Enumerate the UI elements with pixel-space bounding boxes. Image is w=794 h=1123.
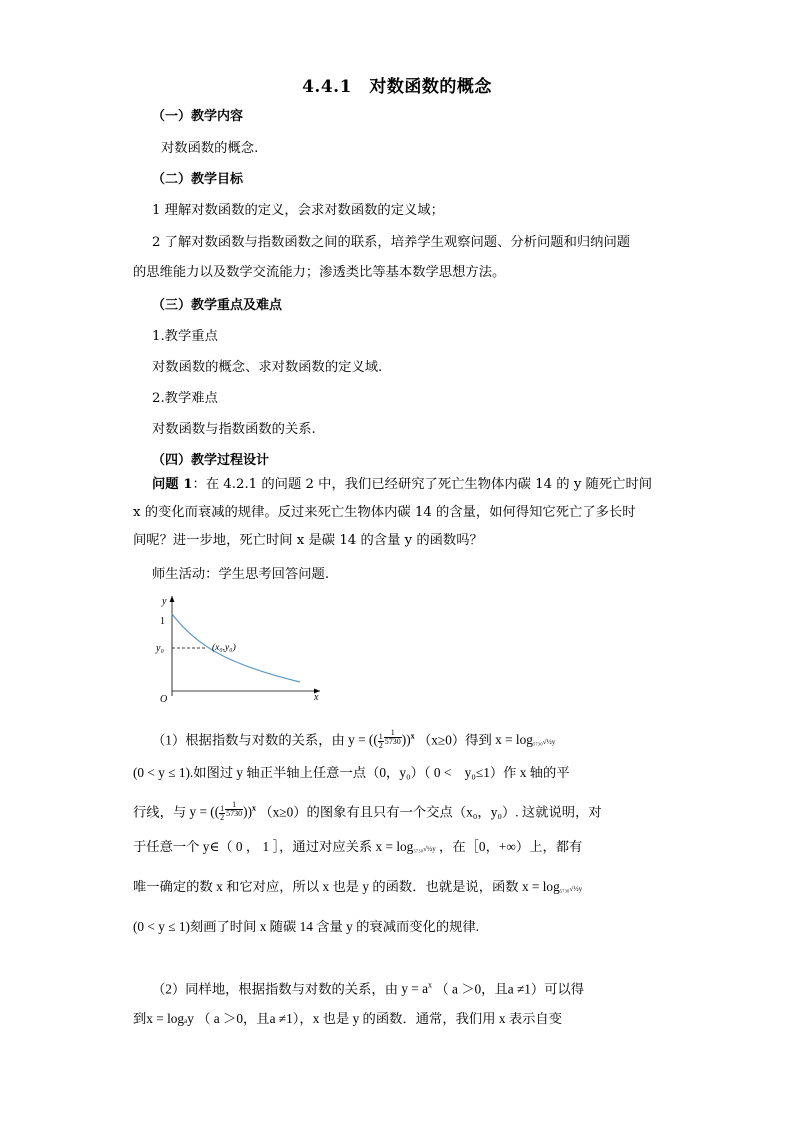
p2-line-1-text-a: （2）同样地，根据指数与对数的关系，由 [152,981,398,997]
p1-line-3-text-a: 行线，与 [133,804,187,820]
origin-label: O [160,694,168,705]
goal-2-line-1: 2 了解对数函数与指数函数之间的联系，培养学生观察问题、分析问题和归纳问题 [152,235,631,250]
p1-line-5-text-a: 唯一确定的数 x 和它对应，所以 x 也是 y 的函数．也就是说，函数 [133,879,519,894]
p2-line-2-text-b: （ a ＞0，且a ≠1），x 也是 y 的函数．通常，我们用 x 表示自变 [197,1011,563,1026]
x-axis-label: x [314,692,319,703]
formula-logay: x = logay [146,1011,194,1026]
p1-line-4 [133,838,582,858]
keypoint-label: 1.教学重点 [152,329,218,344]
content-text: 对数函数的概念. [161,141,259,156]
difficulty-label: 2.教学难点 [152,391,218,406]
question-1-line-1 [152,476,652,494]
formula-ax: $y = a^x$ [401,981,433,997]
p1-line-5 [133,878,582,898]
goal-1: 1 理解对数函数的定义，会求对数函数的定义域； [152,203,444,218]
p1-line-4-text-a: 于任意一个 y∈（ 0 ， 1 ］，通过对应关系 [133,839,373,854]
p2-line-2 [133,1010,562,1030]
question-label: 问题 1 [152,477,193,492]
p1-line-3 [133,800,602,822]
formula-exp-decay: y = (( $\frac{1}{2}$ $^{\frac{1}{5730}}$ ))$^x$ [348,727,415,750]
p1-line-3-text-b: （x≥0）的图象有且只有一个交点（x₀，y₀）. 这就说明，对 [259,804,602,820]
y-axis-label: y [162,596,167,607]
formula-log-3: x = log₅₇₃₀√½y [521,879,583,894]
p1-line-1-text-a: （1）根据指数与对数的关系，由 [152,732,345,748]
p2-line-1 [152,977,584,998]
p1-line-6: (0 < y ≤ 1)刻画了时间 x 随碳 14 含量 y 的衰减而变化的规律. [133,919,480,934]
goal-2-line-2: 的思维能力以及数学交流能力；渗透类比等基本数学思想方法。 [133,265,506,280]
p1-line-1-text-b: （x≥0）得到 [417,732,492,748]
tick-y0-label: y₀ [156,643,164,654]
section-heading-content: （一）教学内容 [152,109,244,124]
decay-curve [172,614,300,682]
formula-log-2: x = log₅₇₃₀√½y [375,839,436,854]
y-axis-arrow [170,596,175,602]
question-1-text: ：在 4.2.1 的问题 2 中，我们已经研究了死亡生物体内碳 14 的 y 随死亡时间 [192,477,653,492]
keypoint-text: 对数函数的概念、求对数函数的定义域. [152,360,383,375]
activity-text: 师生活动：学生思考回答问题. [152,567,330,582]
p2-line-2-text-a: 到 [133,1011,147,1026]
point-label: (x₀,y₀) [212,643,236,653]
section-heading-process: （四）教学过程设计 [152,453,270,468]
section-heading-goals: （二）教学目标 [152,172,244,187]
decay-graph [150,592,330,708]
formula-log: x = log₅₇₃₀√½y [495,732,556,748]
p1-line-1 [152,728,555,751]
formula-exp-decay-2: y = (( $\frac{1}{2}$ $^{\frac{1}{5730}}$ ))$^x$ [189,799,257,822]
p1-line-2: (0 < y ≤ 1).如图过 y 轴正半轴上任意一点（0，y₀）（ 0 < y₀≤1）作 x 轴的平 [133,765,570,780]
question-1-line-2: x 的变化而衰减的规律。反过来死亡生物体内碳 14 的含量，如何得知它死亡了多长时 [133,505,636,520]
p1-line-4-text-b: ，在［0，+∞）上，都有 [439,839,583,854]
page-title: 4.4.1 对数函数的概念 [302,77,492,97]
difficulty-text: 对数函数与指数函数的关系. [152,422,316,437]
question-1-line-3: 间呢？进一步地，死亡时间 x 是碳 14 的含量 y 的函数吗？ [133,533,483,548]
tick-1-label: 1 [160,616,165,627]
p2-line-1-text-b: （ a ＞0，且a ≠1）可以得 [435,981,585,997]
section-heading-keypoints: （三）教学重点及难点 [152,298,283,313]
